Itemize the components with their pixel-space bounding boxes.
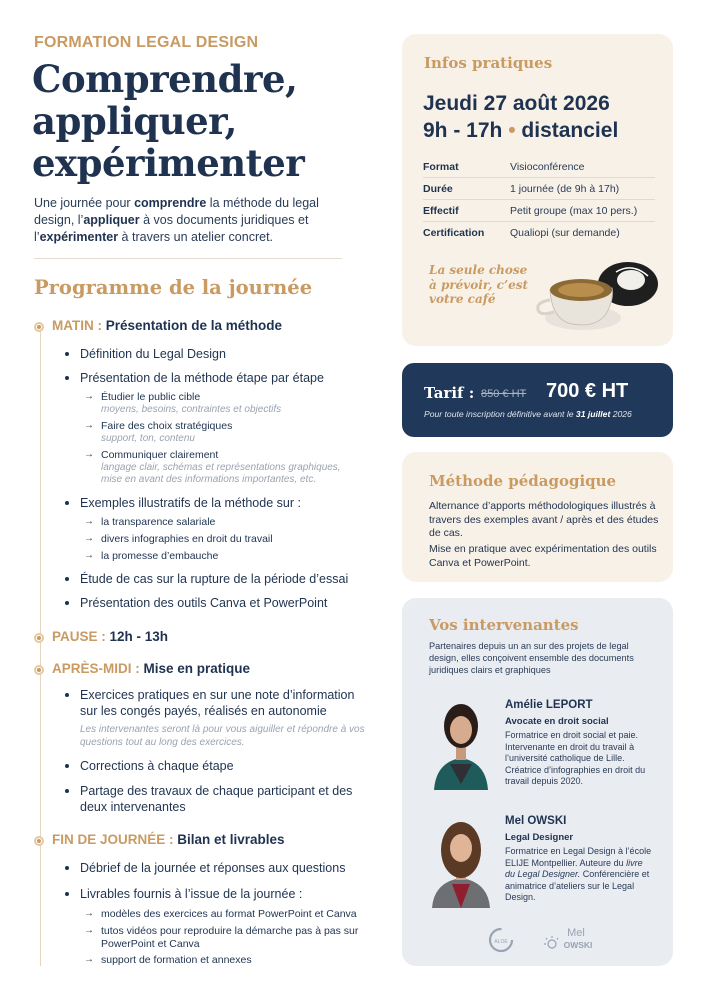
logo-mel-owski bbox=[542, 922, 598, 956]
list-item: Livrables fournis à l’issue de la journée : bbox=[80, 886, 370, 902]
tarif-note: Pour toute inscription définitive avant le 31 juillet 2026 bbox=[424, 409, 632, 419]
timeline-dot bbox=[34, 836, 44, 846]
title-line-3: expérimenter bbox=[32, 141, 305, 185]
arrow-right-icon: → bbox=[84, 550, 94, 561]
arrow-right-icon: → bbox=[84, 954, 94, 965]
methode-title: Méthode pédagogique bbox=[429, 472, 617, 490]
coffee-caption: La seule chose à prévoir, c’est votre café bbox=[429, 263, 529, 306]
intro-paragraph: Une journée pour comprendre la méthode du legal design, l’appliquer à vos documents juridiques et l’expérimenter à travers un atelier concret. bbox=[34, 196, 319, 244]
timeline-dot bbox=[34, 633, 44, 643]
tarif-price: 700 € HT bbox=[546, 380, 629, 402]
team-intro: Partenaires depuis un an sur des projets de legal design, elles conçoivent ensemble des documents juridiques clairs et graphiques bbox=[429, 641, 634, 675]
list-item: Corrections à chaque étape bbox=[80, 758, 370, 774]
person-role: Avocate en droit social bbox=[505, 716, 609, 727]
arrow-right-icon: → bbox=[84, 420, 94, 431]
sub-item: → support de formation et annexes bbox=[84, 954, 252, 966]
sub-item: → tutos vidéos pour reproduire la démarche pas à pas sur PowerPoint et Canva bbox=[84, 925, 359, 950]
tarif-label: Tarif : bbox=[424, 384, 475, 402]
svg-text:Mel: Mel bbox=[567, 927, 585, 939]
arrow-right-icon: → bbox=[84, 516, 94, 527]
page-title bbox=[32, 58, 362, 184]
sub-item: → Communiquer clairement langage clair, schémas et représentations graphiques, mise en avant des informations importantes, etc. bbox=[84, 449, 341, 485]
tarif-old-price: 850 € HT bbox=[481, 388, 527, 400]
event-date: Jeudi 27 août 2026 9h - 17h • distanciel bbox=[423, 92, 619, 142]
avatar-amelie bbox=[430, 694, 492, 790]
list-item: Définition du Legal Design bbox=[80, 346, 370, 362]
timeline-dot bbox=[34, 322, 44, 332]
list-item: Étude de cas sur la rupture de la période d’essai bbox=[80, 571, 370, 587]
list-item: Exercices pratiques en sur une note d’information sur les congés payés, réalisés en autonomie bbox=[80, 687, 370, 719]
list-item: Présentation des outils Canva et PowerPoint bbox=[80, 595, 370, 611]
avatar-mel bbox=[430, 812, 492, 908]
person-name: Amélie LEPORT bbox=[505, 699, 593, 711]
list-item: Exemples illustratifs de la méthode sur : bbox=[80, 495, 370, 511]
timeline-line bbox=[40, 326, 41, 966]
list-item: Débrief de la journée et réponses aux questions bbox=[80, 860, 370, 876]
arrow-right-icon: → bbox=[84, 391, 94, 402]
sub-item: → Étudier le public cible moyens, besoins, contraintes et objectifs bbox=[84, 391, 282, 415]
person-bio: Formatrice en Legal Design à l’école ELIJE Montpellier. Auteure du livre du Legal Designer. Conférencière et animatrice d’ateliers sur le Legal Design. bbox=[505, 846, 652, 903]
note: Les intervenantes seront là pour vous aiguiller et répondre à vos questions tout au long des exercices. bbox=[80, 724, 365, 748]
list-item: Présentation de la méthode étape par étape bbox=[80, 370, 370, 386]
coffee-cup-image bbox=[528, 254, 662, 336]
divider bbox=[34, 258, 342, 259]
arrow-right-icon: → bbox=[84, 925, 94, 936]
svg-text:ALOE: ALOE bbox=[494, 939, 508, 945]
kicker: FORMATION LEGAL DESIGN bbox=[34, 34, 259, 51]
info-row-effectif: Effectif Petit groupe (max 10 pers.) bbox=[423, 200, 655, 222]
sub-item: → modèles des exercices au format PowerPoint et Canva bbox=[84, 908, 357, 920]
arrow-right-icon: → bbox=[84, 533, 94, 544]
sub-item: → la promesse d’embauche bbox=[84, 550, 219, 562]
info-row-duree: Durée 1 journée (de 9h à 17h) bbox=[423, 178, 655, 200]
arrow-right-icon: → bbox=[84, 908, 94, 919]
person-name: Mel OWSKI bbox=[505, 815, 567, 827]
team-title: Vos intervenantes bbox=[429, 616, 579, 634]
sub-item: → divers infographies en droit du travail bbox=[84, 533, 273, 545]
list-item: Partage des travaux de chaque participant et des deux intervenantes bbox=[80, 783, 370, 815]
title-line-1: Comprendre, bbox=[32, 57, 298, 101]
info-row-format: Format Visioconférence bbox=[423, 156, 655, 178]
infos-title: Infos pratiques bbox=[424, 54, 553, 72]
title-line-2: appliquer, bbox=[32, 99, 237, 143]
sub-item: → Faire des choix stratégiques support, ton, contenu bbox=[84, 420, 233, 444]
info-row-certification: Certification Qualiopi (sur demande) bbox=[423, 227, 620, 239]
timeline-dot bbox=[34, 665, 44, 675]
arrow-right-icon: → bbox=[84, 449, 94, 460]
person-bio: Formatrice en droit social et paie. Intervenante en droit du travail à l’université catholique de Lille. Créatrice d’infographies en droit du travail depuis 2020. bbox=[505, 730, 646, 787]
programme-title: Programme de la journée bbox=[34, 276, 313, 299]
methode-paragraph-2: Mise en pratique avec expérimentation des outils Canva et PowerPoint. bbox=[429, 543, 657, 569]
logo-aloe bbox=[487, 926, 515, 954]
svg-text:OWSKI: OWSKI bbox=[563, 940, 593, 950]
methode-paragraph-1: Alternance d’apports méthodologiques illustrés à travers des exemples avant / après et des études de cas. bbox=[429, 500, 659, 539]
person-role: Legal Designer bbox=[505, 832, 574, 843]
sub-item: → la transparence salariale bbox=[84, 516, 216, 528]
